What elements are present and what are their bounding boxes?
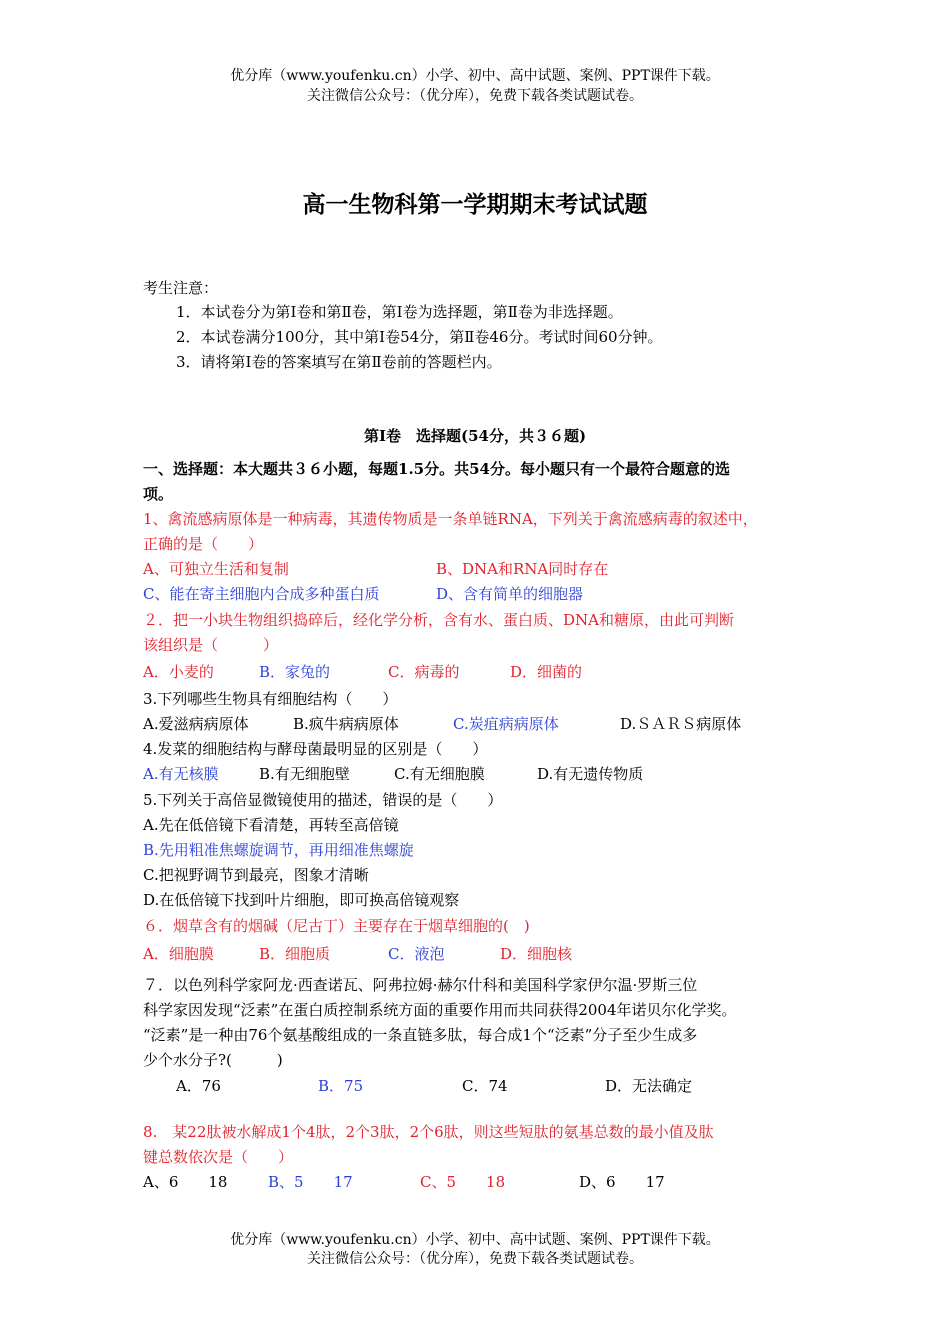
q1-option-d: D、含有简单的细胞器 — [436, 585, 584, 603]
q7-option-a: A．76 — [176, 1077, 221, 1095]
footer-line-1: 优分库（www.youfenku.cn）小学、初中、高中试题、案例、PPT课件下载。 — [230, 1232, 720, 1248]
q8-option-b: B、5 17 — [268, 1173, 353, 1191]
q7-stem-line-3: “泛素”是一种由76个氨基酸组成的一条直链多肽，每合成1个“泛素”分子至少生成多 — [143, 1026, 698, 1044]
q8-stem-line-1: 8. 某22肽被水解成1个4肽，2个3肽，2个6肽，则这些短肽的氨基总数的最小值及肽 — [143, 1123, 714, 1141]
q5-option-d: D.在低倍镜下找到叶片细胞，即可换高倍镜观察 — [143, 891, 460, 909]
q8-option-c: C、5 18 — [420, 1173, 506, 1191]
q3-option-c: C.炭疽病病原体 — [453, 715, 559, 733]
q2-stem-line-1: ２．把一小块生物组织捣碎后，经化学分析，含有水、蛋白质、DNA和糖原，由此可判断 — [143, 611, 734, 629]
section-intro-line-2: 项。 — [143, 485, 174, 503]
q7-stem-line-2: 科学家因发现“泛素”在蛋白质控制系统方面的重要作用而共同获得2004年诺贝尔化学奖。 — [143, 1001, 737, 1019]
q7-stem-line-4: 少个水分子?( ) — [143, 1051, 283, 1069]
q3-stem: 3.下列哪些生物具有细胞结构（ ） — [143, 690, 398, 708]
q5-option-c: C.把视野调节到最亮，图象才清晰 — [143, 866, 369, 884]
q3-option-b: B.疯牛病病原体 — [293, 715, 399, 733]
q1-stem-line-1: 1、禽流感病原体是一种病毒，其遗传物质是一条单链RNA，下列关于禽流感病毒的叙述中， — [143, 510, 758, 528]
notice-item-1: 1．本试卷分为第Ⅰ卷和第Ⅱ卷，第Ⅰ卷为选择题，第Ⅱ卷为非选择题。 — [176, 303, 623, 321]
q2-option-a: A．小麦的 — [143, 663, 214, 681]
q7-option-c: C．74 — [462, 1077, 508, 1095]
q4-option-b: B.有无细胞壁 — [259, 765, 350, 783]
notice-item-2: 2．本试卷满分100分，其中第Ⅰ卷54分，第Ⅱ卷46分。考试时间60分钟。 — [176, 328, 663, 346]
notice-item-3: 3．请将第Ⅰ卷的答案填写在第Ⅱ卷前的答题栏内。 — [176, 353, 502, 371]
q8-stem-line-2: 键总数依次是（ ） — [143, 1148, 294, 1166]
q6-option-c: C．液泡 — [388, 945, 445, 963]
header-line-1: 优分库（www.youfenku.cn）小学、初中、高中试题、案例、PPT课件下载。 — [230, 68, 720, 84]
footer-line-2: 关注微信公众号：（优分库），免费下载各类试题试卷。 — [307, 1251, 643, 1267]
q7-stem-line-1: ７．以色列科学家阿龙·西查诺瓦、阿弗拉姆·赫尔什科和美国科学家伊尔温·罗斯三位 — [143, 976, 698, 994]
q7-option-b: B．75 — [318, 1077, 364, 1095]
q3-option-a: A.爱滋病病原体 — [143, 715, 249, 733]
q5-option-a: A.先在低倍镜下看清楚，再转至高倍镜 — [143, 816, 399, 834]
q2-option-d: D．细菌的 — [510, 663, 583, 681]
q1-option-b: B、DNA和RNA同时存在 — [436, 560, 609, 578]
q4-option-d: D.有无遗传物质 — [537, 765, 644, 783]
q2-option-b: B．家兔的 — [259, 663, 331, 681]
q5-stem: 5.下列关于高倍显微镜使用的描述，错误的是（ ） — [143, 791, 503, 809]
q2-stem-line-2: 该组织是（ ） — [143, 636, 279, 654]
q1-stem-line-2: 正确的是（ ） — [143, 535, 264, 553]
page-title: 高一生物科第一学期期末考试试题 — [302, 192, 648, 218]
q1-option-c: C、能在寄主细胞内合成多种蛋白质 — [143, 585, 380, 603]
q6-stem: ６．烟草含有的烟碱（尼古丁）主要存在于烟草细胞的( ) — [143, 917, 530, 935]
q6-option-a: A．细胞膜 — [143, 945, 214, 963]
q6-option-d: D．细胞核 — [500, 945, 573, 963]
section-intro-line-1: 一、选择题：本大题共３６小题，每题1.5分。共54分。每小题只有一个最符合题意的选 — [143, 460, 730, 478]
q5-option-b: B.先用粗准焦螺旋调节，再用细准焦螺旋 — [143, 841, 414, 859]
q2-option-c: C．病毒的 — [388, 663, 460, 681]
q7-option-d: D．无法确定 — [605, 1077, 693, 1095]
q4-option-a: A.有无核膜 — [143, 765, 219, 783]
header-line-2: 关注微信公众号：（优分库），免费下载各类试题试卷。 — [307, 88, 643, 104]
q6-option-b: B．细胞质 — [259, 945, 331, 963]
q4-stem: 4.发菜的细胞结构与酵母菌最明显的区别是（ ） — [143, 740, 488, 758]
q4-option-c: C.有无细胞膜 — [394, 765, 485, 783]
q3-option-d: D.ＳＡＲＳ病原体 — [620, 715, 742, 733]
q8-option-d: D、6 17 — [579, 1173, 665, 1191]
q8-option-a: A、6 18 — [143, 1173, 228, 1191]
section-title: 第Ⅰ卷 选择题(54分，共３６题) — [363, 427, 587, 445]
q1-option-a: A、可独立生活和复制 — [143, 560, 289, 578]
notice-heading: 考生注意： — [143, 279, 219, 297]
